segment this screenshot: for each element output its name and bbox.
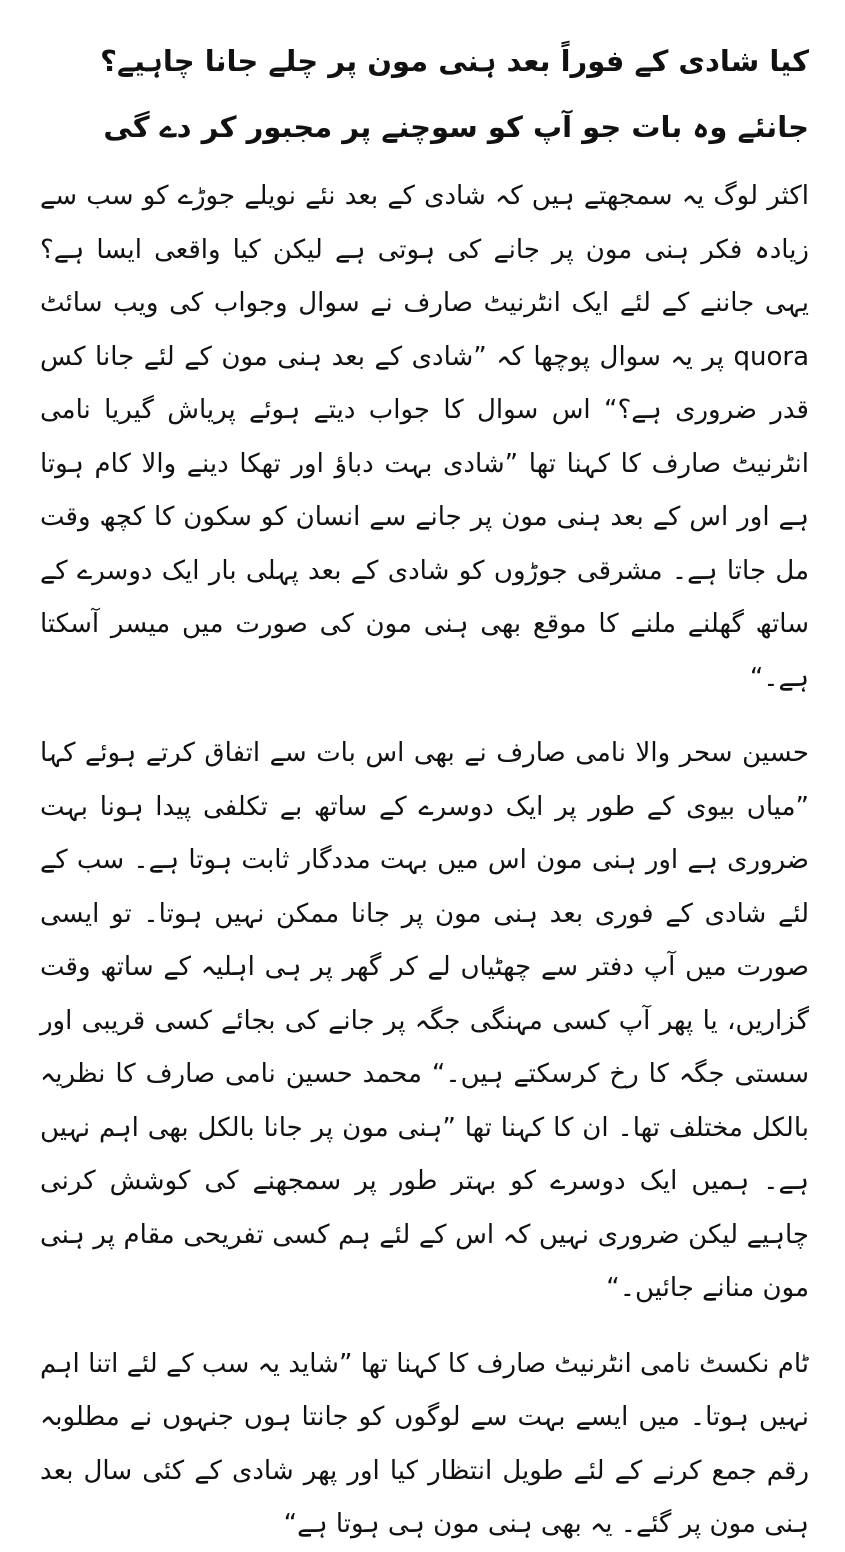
article-title: کیا شادی کے فوراً بعد ہنی مون پر چلے جانا چاہیے؟ جانئے وہ بات جو آپ کو سوچنے پر مجبور کر دے گی: [100, 44, 809, 144]
article-paragraph-3: ٹام نکسٹ نامی انٹرنیٹ صارف کا کہنا تھا ”شاید یہ سب کے لئے اتنا اہم نہیں ہوتا۔ میں ایسے بہت سے لوگوں کو جانتا ہوں جنہوں نے مطلوبہ رقم جمع کرنے کے لئے طویل انتظار کیا اور پھر شادی کے کئی سال بعد ہنی مون پر گئے۔ یہ بھی ہنی مون ہی ہوتا ہے“: [40, 1348, 809, 1539]
article-paragraph-2: حسین سحر والا نامی صارف نے بھی اس بات سے اتفاق کرتے ہوئے کہا ”میاں بیوی کے طور پر ایک دوسرے کے ساتھ بے تکلفی پیدا ہونا بہت ضروری ہے اور ہنی مون اس میں بہت مددگار ثابت ہوتا ہے۔ سب کے لئے شادی کے فوری بعد ہنی مون پر جانا ممکن نہیں ہوتا۔ تو ایسی صورت میں آپ دفتر سے چھٹیاں لے کر گھر پر ہی اہلیہ کے ساتھ وقت گزاریں، یا پھر آپ کسی مہنگی جگہ پر جانے کی بجائے کسی قریبی اور سستی جگہ کا رخ کرسکتے ہیں۔“ محمد حسین نامی صارف کا نظریہ بالکل مختلف تھا۔ ان کا کہنا تھا ”ہنی مون پر جانا بالکل بھی اہم نہیں ہے۔ ہمیں ایک دوسرے کو بہتر طور پر سمجھنے کی کوشش کرنی چاہیے لیکن ضروری نہیں کہ اس کے لئے ہم کسی تفریحی مقام پر ہنی مون منانے جائیں۔“: [40, 738, 809, 1303]
article-paragraph-1: اکثر لوگ یہ سمجھتے ہیں کہ شادی کے بعد نئے نویلے جوڑے کو سب سے زیادہ فکر ہنی مون پر جانے کی ہوتی ہے لیکن کیا واقعی ایسا ہے؟ یہی جاننے کے لئے ایک انٹرنیٹ صارف نے سوال وجواب کی ویب سائٹ quora پر یہ سوال پوچھا کہ ”شادی کے بعد ہنی مون کے لئے جانا کس قدر ضروری ہے؟“ اس سوال کا جواب دیتے ہوئے پریاش گیریا نامی انٹرنیٹ صارف کا کہنا تھا ”شادی بہت دباؤ اور تھکا دینے والا کام ہوتا ہے اور اس کے بعد ہنی مون پر جانے سے انسان کو سکون کا کچھ وقت مل جاتا ہے۔ مشرقی جوڑوں کو شادی کے بعد پہلی بار ایک دوسرے کے ساتھ گھلنے ملنے کا موقع بھی ہنی مون کی صورت میں میسر آسکتا ہے۔“: [40, 181, 809, 693]
